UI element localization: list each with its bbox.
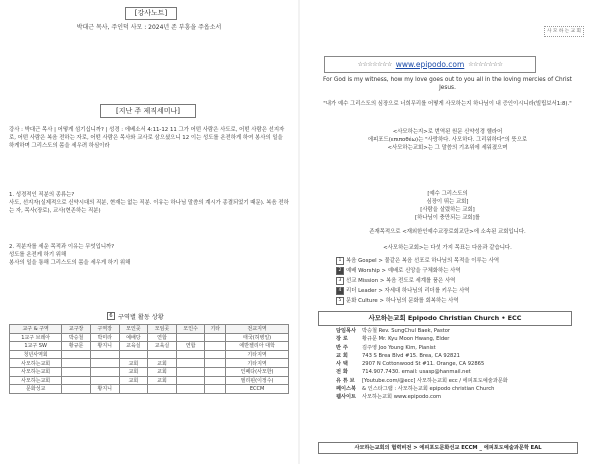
table-cell: 황규문 [62,342,91,351]
table-cell: 교육실 [119,342,148,351]
sermon-subtitle: 박대근 목사, 주인덕 사모 : 2024년 존 부흥을 주옵소서 [76,24,222,31]
mission-statement: 존재목적으로 <재외한인예수교장로회교단>에 소속된 교회입니다. [369,229,526,235]
table-cell: 사모하는교회 [10,359,62,368]
explanation-line-2: 에피포드(επιποθέω)는 "사랑하다. 사모하다. 그리워하다"의 뜻으로 [367,137,528,143]
table-cell [176,385,205,394]
table-cell [119,385,148,394]
table-header-cell: 기타 [205,325,226,334]
church-name-explanation [320,128,575,152]
decorative-dots: ☆☆☆☆☆☆☆ [357,61,392,68]
table-cell: 교회 [148,367,177,376]
table-cell: 1교구 브레아 [10,333,62,342]
table-cell [176,350,205,359]
info-key: 교 회 [336,352,348,359]
table-row [10,359,289,368]
info-key: 유 튜 브 [336,377,355,384]
lecture-text: 강사 : 박대근 목사 | 어떻게 섬기십니까? | 성경 : 에베소서 4:11-12 11 그가 어떤 사람은 사도로, 어떤 사람은 선지자로, 어떤 사람은 복음 전하는 자로, 어떤 사람은 목사와 교사로 삼으셨으니 12 이는 성도를 온전하게 하여 봉사의 일을 하게하며 그리스도의 몸을 세우려 하심이라 [9,127,285,149]
table-cell: 기타지역 [226,359,289,368]
info-key: 전 화 [336,369,348,376]
identity-line-3: [사람을 살렸하는 교회] [420,207,475,213]
info-row [336,368,576,376]
goals-list [336,256,576,306]
number-box-icon: 6 [107,312,115,320]
goal-text: 리더 Leader > 자세대 하나님의 리더를 키우는 사역 [346,288,470,294]
church-info [336,327,576,402]
table-cell [176,333,205,342]
number-box-icon: 5 [336,297,344,305]
table-cell: 교회 [119,376,148,385]
table-cell: 문화성교 [10,385,62,394]
table-cell: 연합 [176,342,205,351]
table-row [10,333,289,342]
verse-english: For God is my witness, how my love goes out to you all in the loving mercies of Christ Jesus. [323,77,572,91]
info-key: 반 주 [336,344,348,351]
table-cell: 교회 [119,367,148,376]
list-item [336,286,576,296]
identity-line-4: [하나님이 충만되는 교회]를 [415,215,480,221]
table-header-cell: 교구 & 구역 [10,325,62,334]
number-box-icon: 4 [336,287,344,295]
table-cell [90,376,119,385]
table-row [10,342,289,351]
identity-line-2: 심장이 뛰는 교회] [426,199,469,205]
list-item [336,276,576,286]
goals-intro: <사모하는교회>는 다섯 가지 목표는 다음과 같습니다. [383,245,512,251]
table-cell: 태국(허병일) [226,333,289,342]
info-value: 743 S Brea Blvd #15. Brea, CA 92821 [362,352,460,359]
table-cell [205,350,226,359]
info-value: 박승철 Rev. SungChul Baek, Pastor [362,328,451,334]
seminar-title: [지난 주 제직세미나] [100,104,196,118]
number-box-icon: 1 [336,257,344,265]
table-row [10,350,289,359]
website-link[interactable]: www.epipodo.com [395,60,465,69]
table-row [10,376,289,385]
table-cell [90,359,119,368]
explanation-line-3: <사모하는교회>는 그 말씀의 기초위에 세워졌으며 [387,145,508,151]
table-cell: 기타지역 [226,350,289,359]
table-cell: ECCM [226,385,289,394]
table-header-cell: 모인수 [176,325,205,334]
goal-text: 선교 Mission > 복음 전도로 세계를 품은 사역 [346,278,456,284]
info-key: 웹사이트 [336,394,357,401]
list-item [336,256,576,266]
info-row [336,385,576,393]
church-name-box: 사모하는교회 Epipodo Christian Church • ECC [318,311,572,326]
info-value: & 인스타그램 : 사모하는교회 epipodo christian Church [362,386,495,393]
table-cell: 황지니 [90,342,119,351]
question-1-title: 1. 성경적인 직분의 종류는? [9,192,75,198]
table-cell: 청년사역회 [10,350,62,359]
table-cell: 교육실 [148,342,177,351]
table-cell [119,350,148,359]
table-cell [205,359,226,368]
goal-text: 예배 Worship > 예배로 신앙을 구체화하는 사역 [346,268,461,274]
table-cell [205,333,226,342]
table-header-cell: 전교지역 [226,325,289,334]
partnership-footer: 사모하는교회의 협력비전 > 에피포도문화선교 ECCM _ 에피포도예술과문학 EAL [318,442,578,454]
left-page [0,0,298,464]
info-value: 황규문 Mr. Kyu Moon Hwang, Elder [362,336,450,343]
question-2-title: 2. 직분자를 세운 목적과 이유는 무엇입니까? [9,244,115,250]
lecture-note-title: [강사노트] [125,7,177,20]
info-value: 김주영 Joo Young Kim, Pianist [362,344,436,351]
table-cell [62,350,91,359]
website-banner[interactable] [324,56,536,73]
info-row [336,360,576,368]
table-cell: 교회 [148,359,177,368]
info-key: 사 택 [336,361,348,368]
table-cell: 교회 [148,376,177,385]
question-1 [9,191,289,215]
table-cell: 사모하는교회 [10,367,62,376]
table-cell [176,367,205,376]
table-cell: 1교구 SW [10,342,62,351]
table-cell: 박승철 [62,333,91,342]
list-item [336,296,576,306]
question-2-body-2: 봉사의 일을 통해 그리스도의 몸을 세우게 하기 위해 [9,260,131,266]
info-row [336,327,576,335]
question-1-body: 사도, 선지자(실제적으로 신약시대의 직분, 현재는 없는 직분. 이유는 하나님 말씀의 계시가 종결되었기 때문). 복음 전하는 자, 목사(장로), 교사(현존하는 직분) [9,200,289,214]
church-side-tag: 사 모 하 는 교 회 [544,26,584,37]
table-cell: 황지니 [90,385,119,394]
goal-text: 문화 Culture > 하나님의 문화를 회복하는 사역 [346,298,459,304]
identity-line-1: [예수 그리스도의 [427,191,468,197]
church-identity [320,190,575,222]
table-cell: 박미라 [90,333,119,342]
table-cell [62,359,91,368]
table-cell [205,367,226,376]
table-cell: 필리핀(이정수) [226,376,289,385]
table-header-cell: 구역장 [90,325,119,334]
table-cell: 에반젤리아 대학 [226,342,289,351]
table-cell [148,350,177,359]
info-key: 담임목사 [336,328,357,334]
table-header-cell: 모임곳 [148,325,177,334]
table-cell [62,385,91,394]
table-cell: 연합 [148,333,177,342]
info-value: 2907 N Cottonwood St #11. Orange, CA 92865 [362,361,485,368]
list-item [336,266,576,276]
table-cell [176,359,205,368]
table-row [10,385,289,394]
table-cell [205,342,226,351]
group-status-heading [107,311,164,321]
table-header-cell: 교구장 [62,325,91,334]
table-cell [62,376,91,385]
goal-text: 복음 Gospel > 물같은 복음 선포로 하나님의 목적을 이루는 사역 [346,258,500,264]
info-key: 장 로 [336,336,348,343]
group-status-table [9,324,289,394]
explanation-line-1: <사모하는지>로 번역된 원문 신약성경 헬라어 [392,129,503,135]
info-row [336,393,576,401]
table-cell: 예배당 [119,333,148,342]
info-value: 714.907.7430. email: usasp@hanmail.net [362,369,471,376]
table-cell [148,385,177,394]
decorative-dots: ☆☆☆☆☆☆☆ [468,61,503,68]
info-row [336,344,576,352]
info-row [336,352,576,360]
question-2 [9,243,289,267]
info-row [336,377,576,385]
table-cell: 교회 [119,359,148,368]
info-value: [Youtube.com/@ecc] 사모하는교회 ecc / 에피포도예술과문화 [362,377,508,384]
table-cell [205,376,226,385]
number-box-icon: 2 [336,267,344,275]
table-header-cell: 모인곳 [119,325,148,334]
table-cell [90,350,119,359]
table-cell [205,385,226,394]
group-status-title: 구역별 활동 상황 [118,313,164,321]
info-value: 사모하는교회 www.epipodo.com [362,394,442,401]
table-cell [176,376,205,385]
info-row [336,335,576,343]
table-cell [62,367,91,376]
table-cell: 인페다(사모한) [226,367,289,376]
table-cell: 사모하는교회 [10,376,62,385]
info-key: 페이스북 [336,386,357,393]
table-row [10,367,289,376]
table-header-row [10,325,289,334]
verse-korean: "내가 예수 그리스도의 심장으로 너희무리를 어떻게 사모하는지 하나님이 내 증인이시니라(빌립보서1:8)." [323,101,572,107]
question-2-body-1: 성도를 온전케 하기 위해 [9,252,67,258]
number-box-icon: 3 [336,277,344,285]
table-cell [90,367,119,376]
